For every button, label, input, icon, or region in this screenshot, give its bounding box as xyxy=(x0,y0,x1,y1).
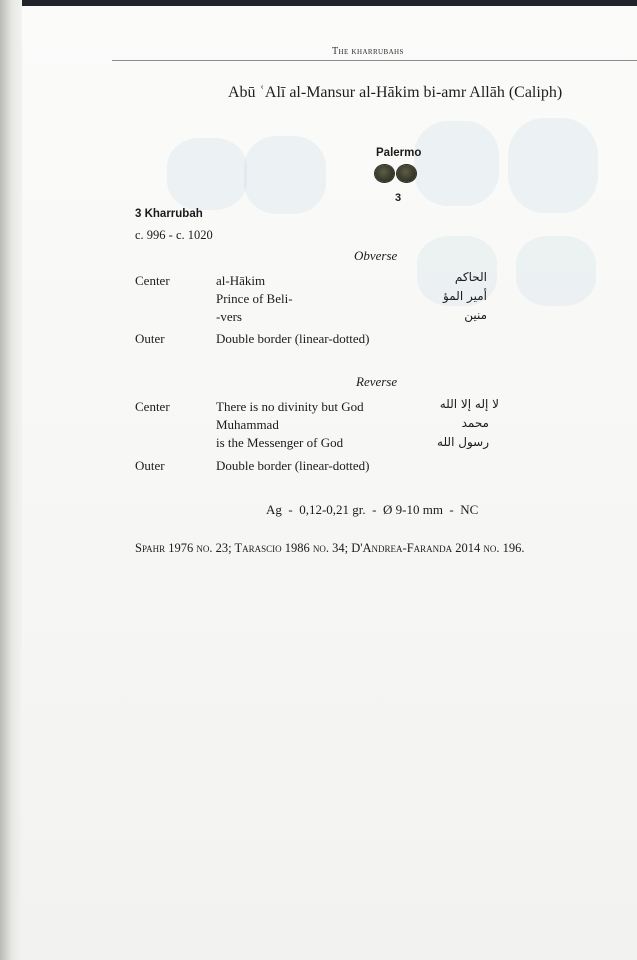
obverse-arabic-line: الحاكم xyxy=(454,270,487,284)
header-rule xyxy=(112,60,637,61)
reverse-center-label: Center xyxy=(135,399,170,414)
reverse-heading: Reverse xyxy=(356,374,398,389)
date-range: c. 996 - c. 1020 xyxy=(135,228,213,242)
reverse-center-line: There is no divinity but God xyxy=(216,399,364,414)
show-through-blob xyxy=(244,136,326,214)
obverse-center-label: Center xyxy=(135,273,170,288)
page-left-edge xyxy=(0,0,22,960)
obverse-center-line: -vers xyxy=(216,309,242,324)
obverse-outer-text: Double border (linear-dotted) xyxy=(216,331,370,346)
coin-number: 3 xyxy=(395,192,402,204)
reverse-outer-text: Double border (linear-dotted) xyxy=(216,458,370,473)
reverse-center-line: Muhammad xyxy=(216,417,279,432)
show-through-blob xyxy=(516,236,596,306)
page-title: Abū ʿAlī al-Mansur al-Hākim bi-amr Allāh (Caliph) xyxy=(228,84,563,101)
obverse-center-line: Prince of Beli- xyxy=(216,291,293,306)
coin-obverse-photo xyxy=(375,165,394,182)
running-head: The kharrubahs xyxy=(332,46,404,57)
reverse-arabic-line: محمد xyxy=(461,416,489,430)
reverse-arabic-line: رسول الله xyxy=(437,435,489,449)
mint-name: Palermo xyxy=(376,147,422,159)
reverse-center-line: is the Messenger of God xyxy=(216,435,344,450)
reverse-arabic-line: لا إله إلا الله xyxy=(439,397,499,411)
coin-reverse-photo xyxy=(397,165,416,182)
obverse-arabic-line: منين xyxy=(464,308,487,322)
denomination: 3 Kharrubah xyxy=(135,208,203,220)
coin-specifications: Ag - 0,12-0,21 gr. - Ø 9-10 mm - NC xyxy=(266,502,479,517)
show-through-blob xyxy=(508,118,598,213)
reverse-outer-label: Outer xyxy=(135,458,165,473)
bibliographic-references: Spahr 1976 no. 23; Tarascio 1986 no. 34; D'Andrea-Faranda 2014 no. 196. xyxy=(135,541,525,555)
obverse-center-line: al-Hākim xyxy=(216,273,266,288)
obverse-arabic-line: أمير المؤ xyxy=(443,289,487,303)
obverse-outer-label: Outer xyxy=(135,331,165,346)
show-through-blob xyxy=(414,121,499,206)
obverse-heading: Obverse xyxy=(354,248,398,263)
show-through-blob xyxy=(167,138,247,210)
book-page xyxy=(22,6,637,960)
